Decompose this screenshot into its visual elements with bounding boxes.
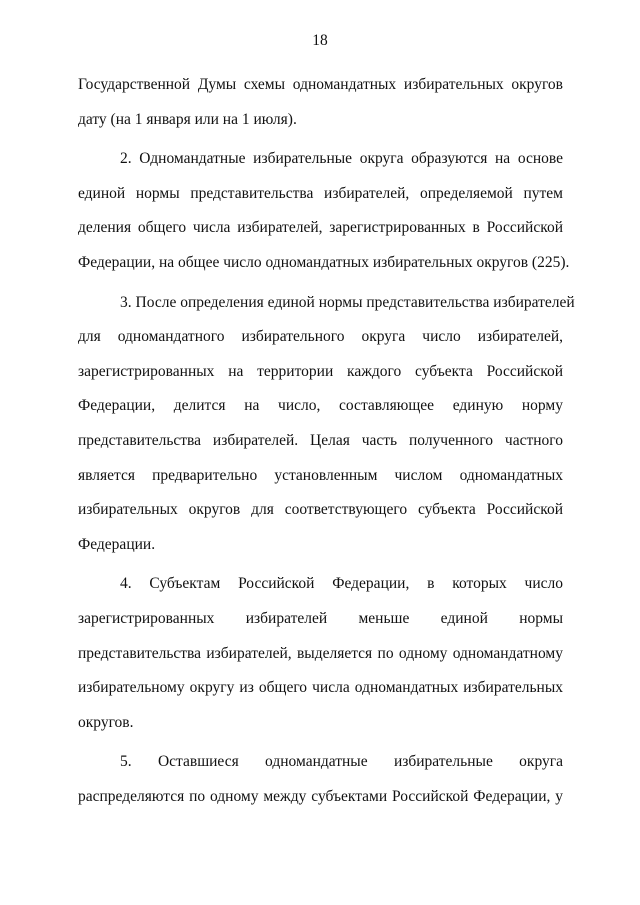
text-line: для одномандатного избирательного округа число избирателей, — [78, 328, 563, 346]
text-line: 5. Оставшиеся одномандатные избирательные округа — [120, 753, 563, 771]
page-number: 18 — [312, 32, 328, 49]
text-line: является предварительно установленным числом одномандатных — [78, 466, 563, 484]
text-line: Федерации, делится на число, составляющее единую норму — [78, 397, 563, 415]
text-line: распределяются по одному между субъектами Российской Федерации, у — [78, 787, 563, 805]
text-line: представительства избирателей, выделяется по одному одномандатному — [78, 644, 563, 662]
text-line: 4. Субъектам Российской Федерации, в которых число — [120, 575, 563, 593]
paragraph-4 — [78, 567, 563, 740]
text-line: деления общего числа избирателей, зарегистрированных в Российской — [78, 219, 563, 237]
text-line: округов. — [78, 713, 134, 731]
text-line: избирательных округов для соответствующего субъекта Российской — [78, 501, 563, 519]
paragraph-5 — [78, 745, 563, 814]
text-line: единой нормы представительства избирателей, определяемой путем — [78, 184, 563, 202]
text-line: 2. Одномандатные избирательные округа образуются на основе — [120, 150, 563, 168]
document-body — [78, 68, 575, 814]
paragraph-3 — [78, 286, 575, 563]
text-line: зарегистрированных на территории каждого субъекта Российской — [78, 362, 563, 380]
text-line: дату (на 1 января или на 1 июля). — [78, 110, 297, 128]
text-line: 3. После определения единой нормы представительства избирателей — [120, 293, 575, 311]
paragraph-2 — [78, 142, 570, 280]
paragraph-continuation — [78, 68, 563, 137]
text-line: избирательному округу из общего числа одномандатных избирательных — [78, 679, 563, 697]
text-line: зарегистрированных избирателей меньше единой нормы — [78, 609, 563, 627]
text-line: Федерации. — [78, 535, 156, 553]
text-line: Федерации, на общее число одномандатных избирательных округов (225). — [78, 253, 570, 271]
text-line: Государственной Думы схемы одномандатных избирательных округов — [78, 76, 563, 93]
text-line: представительства избирателей. Целая часть полученного частного — [78, 431, 563, 449]
